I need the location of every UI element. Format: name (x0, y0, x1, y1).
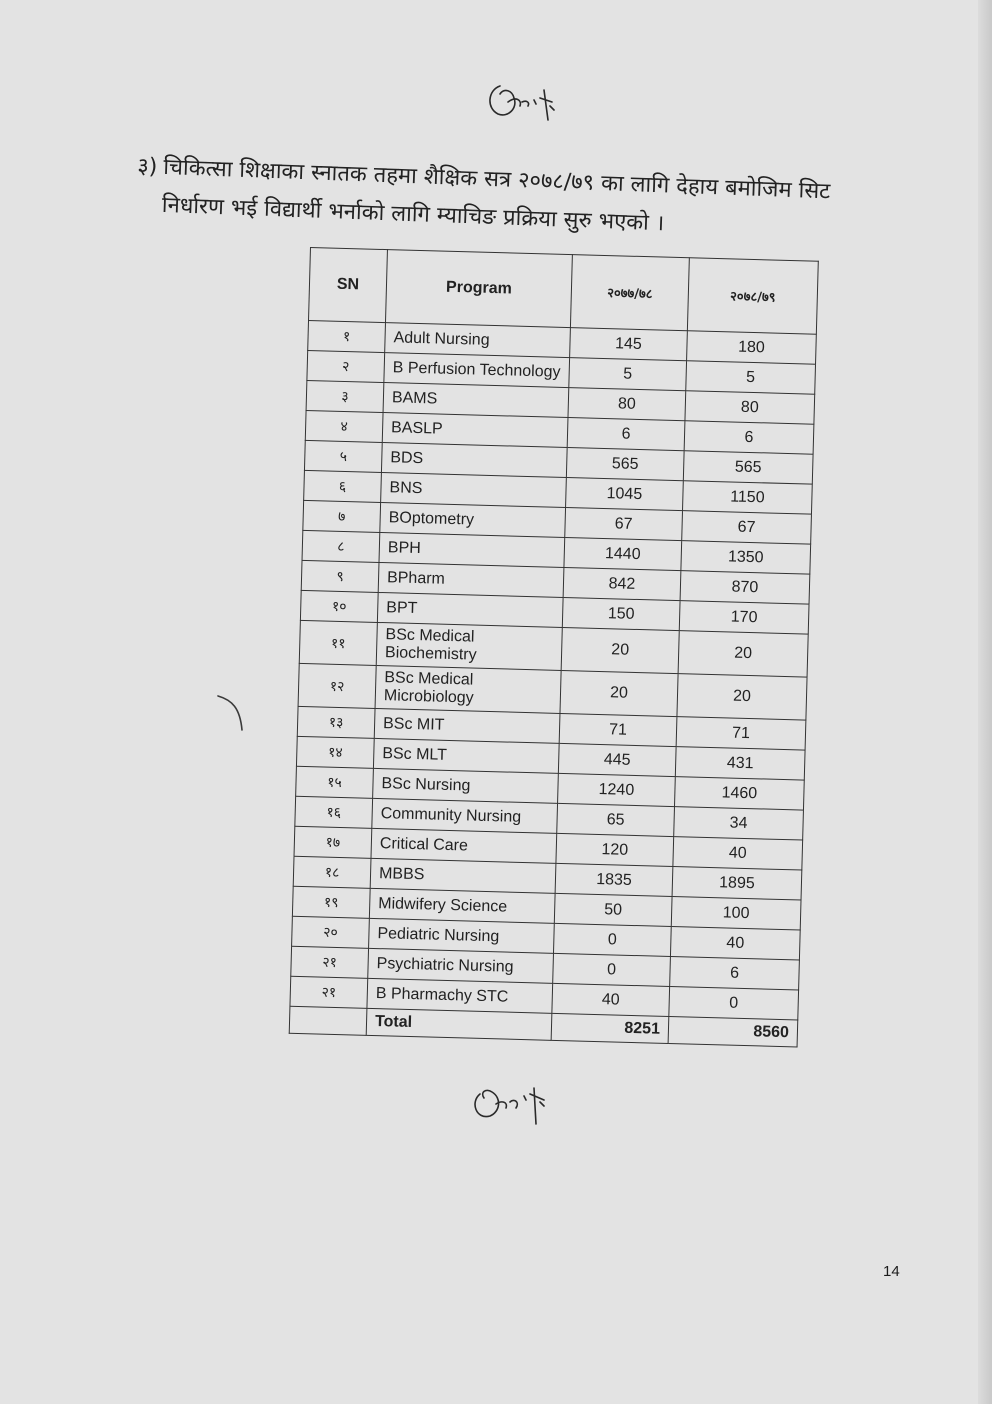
row-program: Midwifery Science (369, 888, 555, 923)
row-value-2077-78: 0 (553, 923, 671, 956)
row-program: BPharm (378, 562, 564, 597)
row-sn: १३ (297, 706, 375, 738)
row-sn: १ (308, 320, 386, 352)
row-sn: ६ (304, 470, 382, 502)
row-value-2077-78: 0 (553, 953, 671, 986)
row-sn: २ (307, 350, 385, 382)
row-value-2078-79: 1150 (683, 481, 813, 514)
row-sn: ५ (304, 440, 382, 472)
row-value-2077-78: 5 (569, 358, 687, 391)
row-sn: ८ (302, 530, 380, 562)
row-value-2078-79: 6 (684, 421, 814, 454)
row-program: BPT (377, 592, 563, 627)
row-value-2078-79: 1460 (674, 777, 804, 810)
row-sn: ३ (306, 380, 384, 412)
row-value-2078-79: 80 (685, 391, 815, 424)
row-program: BPH (379, 532, 565, 567)
header-sn: SN (309, 248, 388, 323)
row-program: MBBS (370, 858, 556, 893)
row-program: BOptometry (380, 503, 566, 538)
row-program: Community Nursing (372, 798, 558, 833)
signature-top (478, 72, 568, 134)
row-value-2078-79: 1895 (672, 867, 802, 900)
row-value-2077-78: 71 (559, 713, 677, 746)
row-sn: ११ (299, 620, 377, 665)
row-sn: १६ (295, 796, 373, 828)
heading-line-1: चिकित्सा शिक्षाका स्नातक तहमा शैक्षिक सत्र २०७८/७९ का लागि देहाय बमोजिम सिट (162, 154, 831, 205)
row-sn: १९ (292, 886, 370, 918)
row-value-2077-78: 565 (566, 448, 684, 481)
row-value-2077-78: 1045 (566, 478, 684, 511)
page-edge (978, 0, 992, 1404)
row-sn: १४ (296, 736, 374, 768)
row-value-2078-79: 170 (679, 601, 809, 634)
row-program: BNS (381, 473, 567, 508)
row-value-2078-79: 67 (682, 511, 812, 544)
row-value-2078-79: 6 (670, 957, 800, 990)
row-value-2077-78: 145 (570, 328, 688, 361)
row-value-2077-78: 20 (560, 670, 678, 716)
header-year-2078-79: २०७८/७९ (687, 258, 818, 334)
row-value-2078-79: 20 (677, 674, 807, 720)
row-value-2077-78: 120 (556, 833, 674, 866)
total-value-2077-78: 8251 (551, 1013, 669, 1043)
row-value-2077-78: 65 (557, 803, 675, 836)
row-sn: १७ (294, 826, 372, 858)
row-value-2078-79: 565 (683, 451, 813, 484)
row-sn: ९ (301, 560, 379, 592)
row-program: BSc MIT (374, 708, 560, 743)
row-value-2077-78: 1240 (558, 773, 676, 806)
seat-table (289, 247, 819, 1047)
row-program: Psychiatric Nursing (368, 948, 554, 983)
row-sn: ७ (303, 500, 381, 532)
row-value-2077-78: 150 (562, 597, 680, 630)
row-program: Adult Nursing (385, 323, 571, 358)
row-value-2077-78: 1835 (555, 863, 673, 896)
row-program: BSc Nursing (373, 768, 559, 803)
row-value-2078-79: 870 (680, 571, 810, 604)
table-header-row (309, 248, 819, 335)
row-sn: १५ (296, 766, 374, 798)
row-sn: १२ (298, 663, 376, 708)
row-sn: २० (292, 916, 370, 948)
row-value-2077-78: 40 (552, 983, 670, 1016)
row-value-2078-79: 5 (686, 361, 816, 394)
row-value-2078-79: 71 (676, 717, 806, 750)
header-year-2077-78: २०७७/७८ (570, 255, 689, 331)
row-value-2077-78: 20 (561, 627, 679, 673)
row-program: BASLP (382, 413, 568, 448)
row-value-2077-78: 50 (554, 893, 672, 926)
total-sn-blank (289, 1006, 367, 1035)
row-value-2078-79: 34 (674, 807, 804, 840)
row-program: B Perfusion Technology (384, 353, 570, 388)
row-sn: १८ (293, 856, 371, 888)
signature-bottom (466, 1072, 558, 1134)
row-value-2078-79: 1350 (681, 541, 811, 574)
row-program: BSc Medical Microbiology (375, 665, 561, 713)
total-label: Total (366, 1008, 552, 1040)
pen-mark (214, 690, 254, 740)
heading (135, 148, 957, 254)
total-value-2078-79: 8560 (668, 1016, 798, 1046)
row-sn: ४ (305, 410, 383, 442)
row-program: BDS (381, 443, 567, 478)
row-sn: १० (300, 590, 378, 622)
row-value-2077-78: 842 (563, 567, 681, 600)
row-program: BSc MLT (373, 738, 559, 773)
row-value-2078-79: 100 (671, 897, 801, 930)
row-program: BAMS (383, 383, 569, 418)
row-value-2078-79: 20 (678, 631, 808, 677)
row-value-2078-79: 0 (669, 986, 799, 1019)
row-program: Critical Care (371, 828, 557, 863)
page-number: 14 (883, 1263, 900, 1280)
row-value-2078-79: 180 (687, 331, 817, 364)
row-value-2077-78: 67 (565, 508, 683, 541)
row-value-2077-78: 445 (558, 743, 676, 776)
header-program: Program (385, 250, 572, 328)
row-program: B Pharmachy STC (367, 978, 553, 1013)
row-program: Pediatric Nursing (369, 918, 555, 953)
row-value-2077-78: 6 (567, 418, 685, 451)
row-value-2078-79: 40 (670, 927, 800, 960)
row-sn: २१ (290, 976, 368, 1008)
row-value-2077-78: 1440 (564, 537, 682, 570)
heading-number: ३) (136, 153, 158, 180)
row-value-2077-78: 80 (568, 388, 686, 421)
row-value-2078-79: 40 (673, 837, 803, 870)
heading-line-2: निर्धारण भई विद्यार्थी भर्नाको लागि म्याचिङ प्रक्रिया सुरु भएको । (161, 192, 665, 237)
row-value-2078-79: 431 (675, 747, 805, 780)
row-program: BSc Medical Biochemistry (376, 622, 562, 670)
row-sn: २१ (291, 946, 369, 978)
